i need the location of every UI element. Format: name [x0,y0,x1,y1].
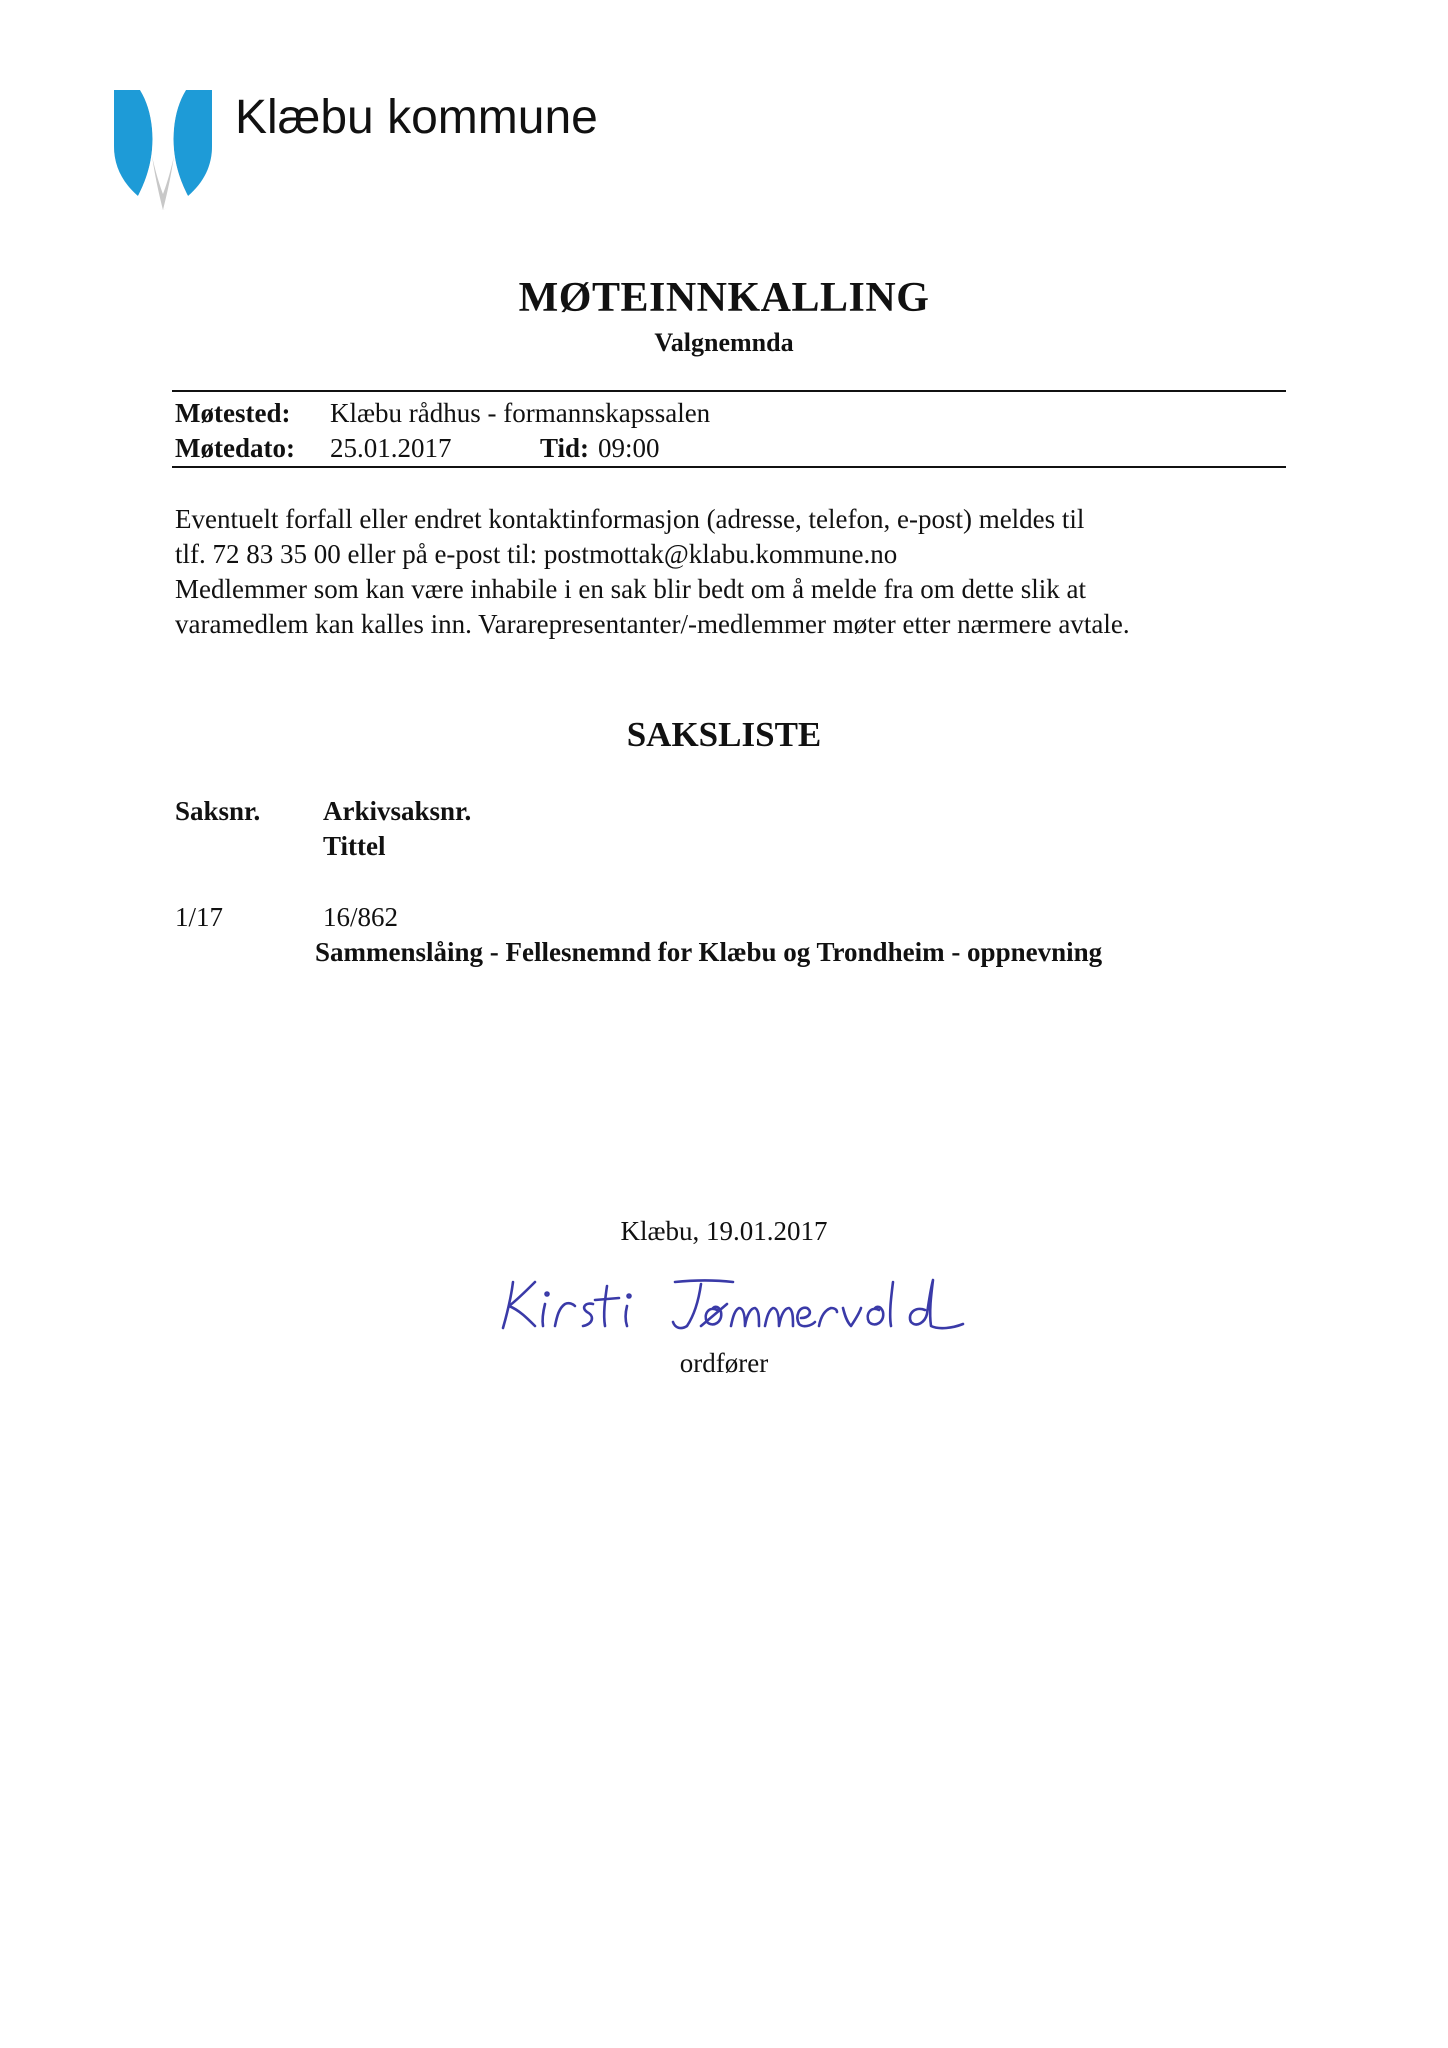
signer-role: ordfører [679,1348,769,1378]
committee-name: Valgnemnda [654,328,794,357]
notice-line: varamedlem kan kalles inn. Vararepresentanter/-medlemmer møter etter nærmere avtale. [175,609,1130,639]
case-title-header: Tittel [323,831,386,861]
handwritten-signature [495,1268,965,1338]
meeting-date-label: Møtedato: [175,433,295,463]
meeting-time-value: 09:00 [598,433,660,463]
organization-name: Klæbu kommune [235,91,598,144]
meeting-time-label: Tid: [540,433,590,463]
meeting-date-value: 25.01.2017 [330,433,452,463]
archive-number-header: Arkivsaksnr. [323,796,472,826]
notice-line: Medlemmer som kan være inhabile i en sak blir bedt om å melde fra om dette slik at [175,574,1086,604]
meeting-place-label: Møtested: [175,398,291,428]
coat-of-arms-icon [110,86,216,212]
divider-bottom [172,466,1286,468]
case-number-header: Saksnr. [175,796,261,826]
notice-text [175,502,1295,642]
notice-line: Eventuelt forfall eller endret kontaktinformasjon (adresse, telefon, e-post) meldes til [175,504,1085,534]
agenda-item-case-number: 1/17 [175,902,224,932]
agenda-item-title: Sammenslåing - Fellesnemnd for Klæbu og Trondheim - oppnevning [315,937,1103,967]
document-title: MØTEINNKALLING [518,275,930,321]
agenda-title: SAKSLISTE [626,715,822,754]
meeting-date-row [175,431,660,465]
meeting-place-row [175,396,710,430]
divider-top [172,390,1286,392]
notice-line: tlf. 72 83 35 00 eller på e-post til: postmottak@klabu.kommune.no [175,539,898,569]
place-and-date: Klæbu, 19.01.2017 [620,1216,828,1246]
meeting-place-value: Klæbu rådhus - formannskapssalen [330,398,711,428]
agenda-item-archive-number: 16/862 [323,902,399,932]
